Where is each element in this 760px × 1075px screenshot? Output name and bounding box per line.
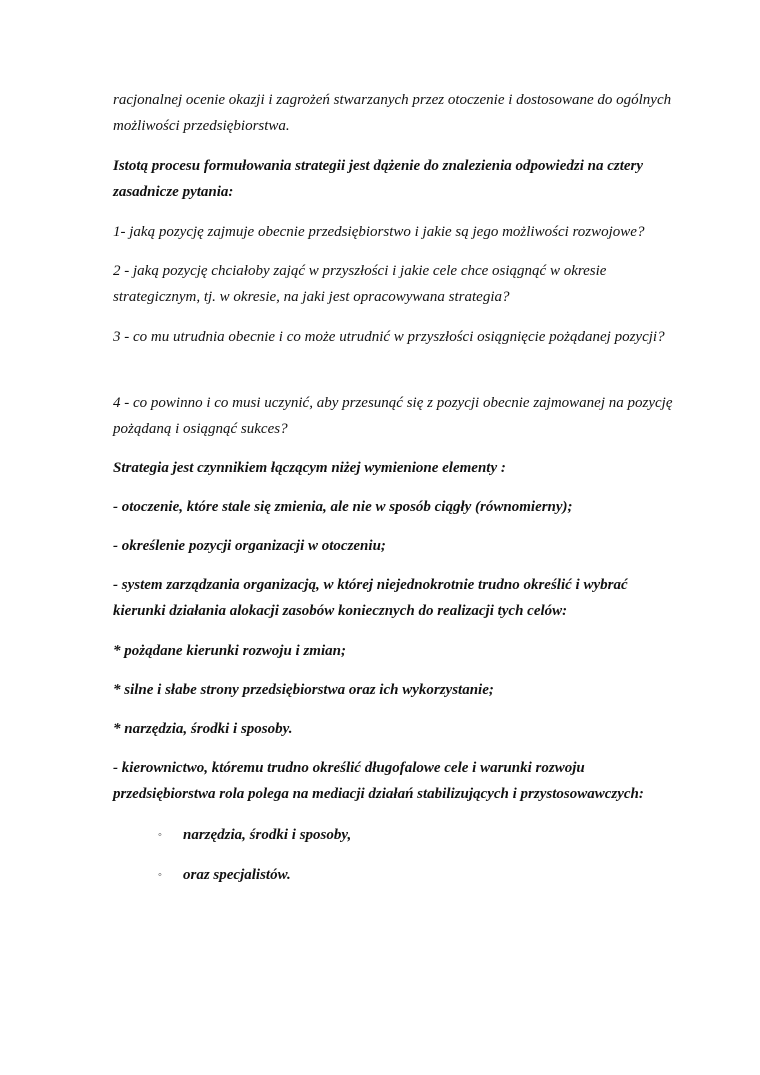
question-2: 2 - jaką pozycję chciałoby zająć w przyszłości i jakie cele chce osiągnąć w okresie strategicznym, tj. w okresie, na jaki jest opracowywana strategia? bbox=[113, 263, 607, 305]
question-1: 1- jaką pozycję zajmuje obecnie przedsiębiorstwo i jakie są jego możliwości rozwojowe? bbox=[113, 224, 645, 240]
paragraph-intro-continuation: racjonalnej ocenie okazji i zagrożeń stwarzanych przez otoczenie i dostosowane do ogólnych możliwości przedsiębiorstwa. bbox=[113, 92, 672, 134]
element-management-mediation: - kierownictwo, któremu trudno określić długofalowe cele i warunki rozwoju przedsiębiorstwa rola polega na mediacji działań stabilizujących i przystosowawczych: bbox=[113, 760, 644, 802]
sub-item-tools-means: * narzędzia, środki i sposoby. bbox=[113, 721, 293, 737]
sub-item-strengths-weaknesses: * silne i słabe strony przedsiębiorstwa oraz ich wykorzystanie; bbox=[113, 682, 494, 698]
question-3: 3 - co mu utrudnia obecnie i co może utrudnić w przyszłości osiągnięcie pożądanej pozycji? bbox=[113, 329, 665, 345]
question-4: 4 - co powinno i co musi uczynić, aby przesunąć się z pozycji obecnie zajmowanej na pozycję pożądaną i osiągnąć sukces? bbox=[113, 395, 673, 437]
element-management-system: - system zarządzania organizacją, w której niejednokrotnie trudno określić i wybrać kierunki działania alokacji zasobów koniecznych do realizacji tych celów: bbox=[113, 577, 628, 619]
element-organization-position: - określenie pozycji organizacji w otoczeniu; bbox=[113, 538, 386, 554]
sub-item-development-directions: * pożądane kierunki rozwoju i zmian; bbox=[113, 643, 346, 659]
bullet-item bbox=[158, 822, 658, 848]
bullet-item-text: oraz specjalistów. bbox=[183, 867, 291, 883]
bullet-circle-icon: ◦ bbox=[158, 869, 162, 881]
bullet-item-text: narzędzia, środki i sposoby, bbox=[183, 827, 352, 843]
bullet-item bbox=[158, 862, 658, 888]
bullet-circle-icon: ◦ bbox=[158, 829, 162, 841]
paragraph-strategy-questions-heading: Istotą procesu formułowania strategii jest dążenie do znalezienia odpowiedzi na cztery zasadnicze pytania: bbox=[113, 158, 644, 200]
element-environment: - otoczenie, które stale się zmienia, ale nie w sposób ciągły (równomierny); bbox=[113, 499, 573, 515]
paragraph-strategy-elements-heading: Strategia jest czynnikiem łączącym niżej wymienione elementy : bbox=[113, 460, 506, 476]
